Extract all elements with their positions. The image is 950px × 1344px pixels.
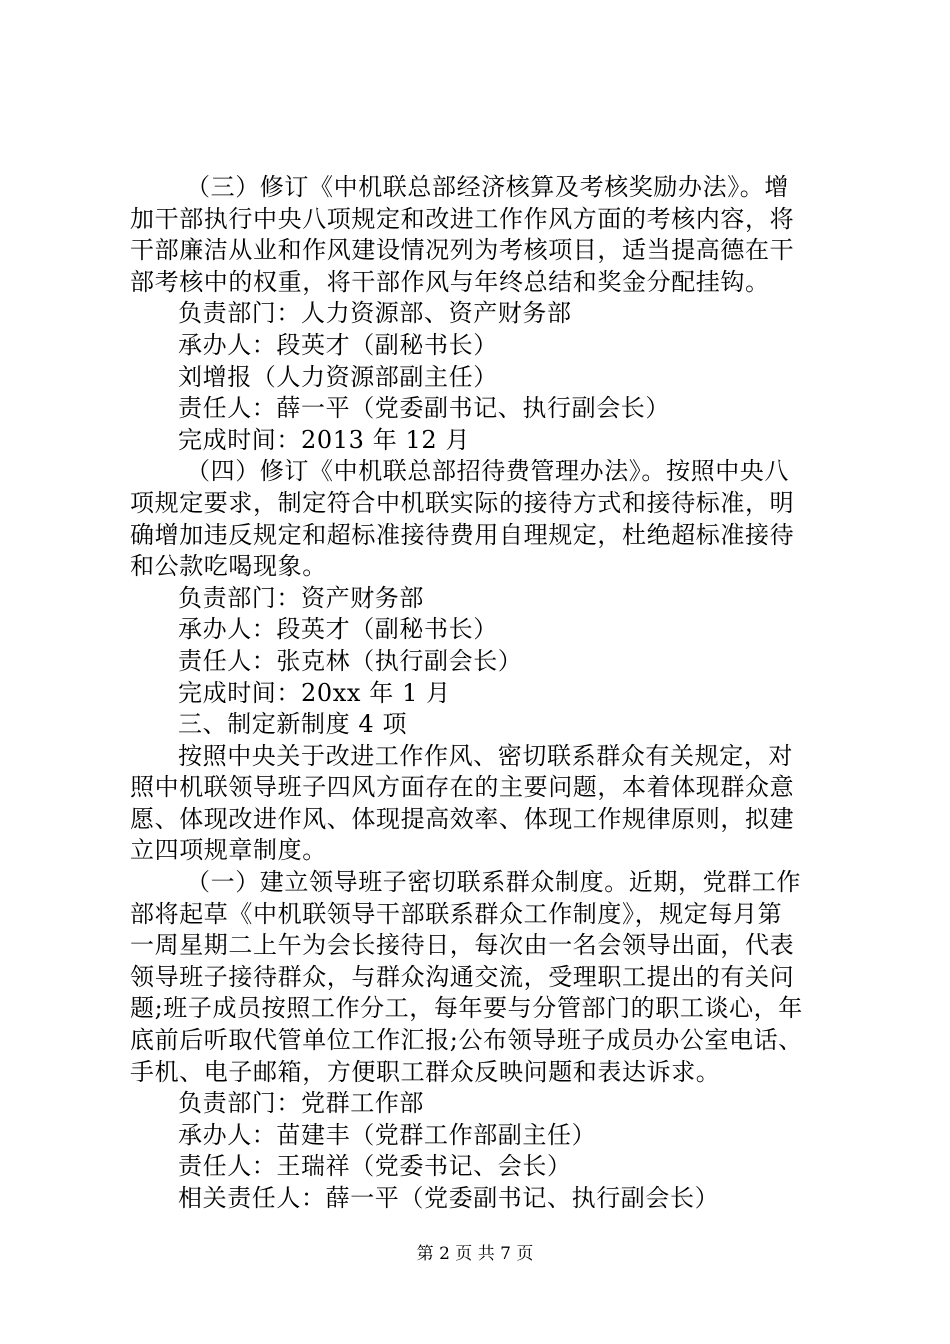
document-line: 底前后听取代管单位工作汇报;公布领导班子成员办公室电话、 [130, 1026, 803, 1055]
document-line: 领导班子接待群众，与群众沟通交流，受理职工提出的有关问 [130, 962, 795, 991]
document-body [130, 172, 830, 1215]
page-footer: 第 2 页 共 7 页 [416, 1244, 534, 1264]
document-line: 一周星期二上午为会长接待日，每次由一名会领导出面，代表 [130, 931, 795, 960]
document-line: （三）修订《中机联总部经济核算及考核奖励办法》。增 [186, 173, 789, 201]
document-line: 加干部执行中央八项规定和改进工作作风方面的考核内容，将 [130, 204, 795, 233]
document-line: 部将起草《中机联领导干部联系群众工作制度》，规定每月第 [130, 899, 783, 928]
document-line: 干部廉洁从业和作风建设情况列为考核项目，适当提高德在干 [130, 236, 795, 265]
document-line: 项规定要求，制定符合中机联实际的接待方式和接待标准，明 [130, 488, 795, 517]
document-line: 题;班子成员按照工作分工，每年要与分管部门的职工谈心，年 [130, 994, 803, 1023]
document-line: 负责部门：党群工作部 [178, 1089, 424, 1118]
document-line: 和公款吃喝现象。 [130, 552, 327, 581]
document-line: 负责部门：资产财务部 [178, 583, 424, 612]
document-line: 完成时间：2013 年 12 月 [178, 425, 471, 454]
document-line: 完成时间：20xx 年 1 月 [178, 678, 451, 707]
document-line: 愿、体现改进作风、体现提高效率、体现工作规律原则，拟建 [130, 804, 795, 833]
document-line: 承办人：段英才（副秘书长） [178, 615, 498, 644]
document-line: 相关责任人：薛一平（党委副书记、执行副会长） [178, 1184, 720, 1212]
document-line: 三、制定新制度 4 项 [178, 710, 408, 739]
document-line: 照中机联领导班子四风方面存在的主要问题，本着体现群众意 [130, 773, 795, 802]
document-line: 承办人：苗建丰（党群工作部副主任） [178, 1120, 597, 1149]
document-line: 部考核中的权重，将干部作风与年终总结和奖金分配挂钩。 [130, 267, 770, 296]
document-line: 承办人：段英才（副秘书长） [178, 330, 498, 359]
document-line: 责任人：薛一平（党委副书记、执行副会长） [178, 394, 670, 423]
document-line: 责任人：张克林（执行副会长） [178, 646, 523, 675]
document-line: 责任人：王瑞祥（党委书记、会长） [178, 1152, 572, 1181]
document-line: 按照中央关于改进工作作风、密切联系群众有关规定，对 [178, 741, 793, 770]
document-line: 刘增报（人力资源部副主任） [178, 362, 498, 391]
document-line: 确增加违反规定和超标准接待费用自理规定，杜绝超标准接待 [130, 520, 795, 549]
document-line: （一）建立领导班子密切联系群众制度。近期，党群工作 [186, 868, 801, 897]
document-line: 立四项规章制度。 [130, 836, 327, 865]
document-line: 负责部门：人力资源部、资产财务部 [178, 299, 572, 328]
document-line: （四）修订《中机联总部招待费管理办法》。按照中央八 [186, 457, 789, 486]
document-line: 手机、电子邮箱，方便职工群众反映问题和表达诉求。 [130, 1057, 721, 1086]
